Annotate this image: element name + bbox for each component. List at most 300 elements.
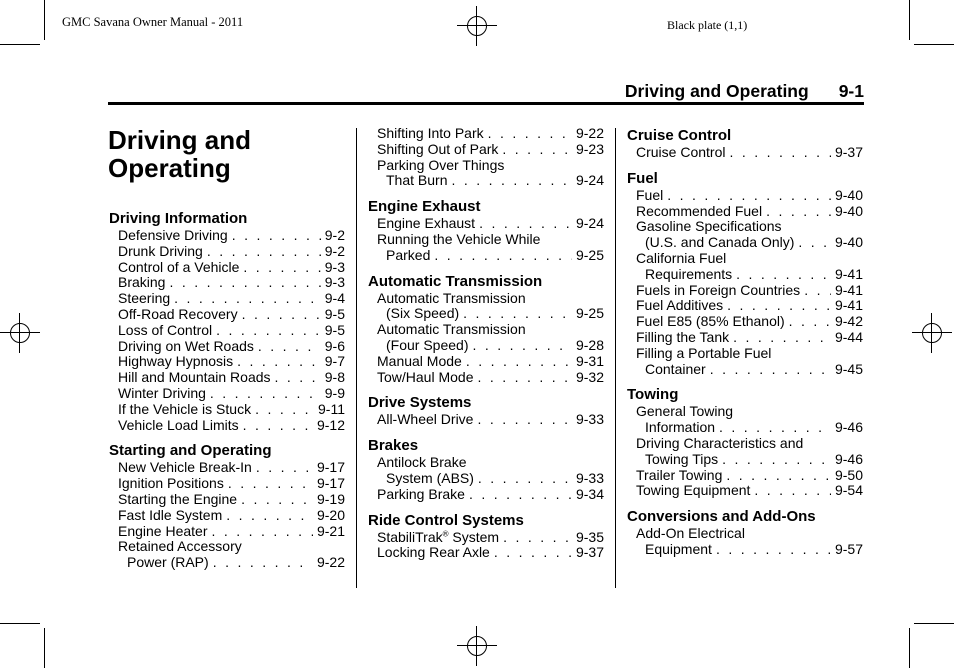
- dot-leader: [798, 235, 831, 251]
- toc-entry-text: Fast Idle System: [118, 507, 223, 523]
- toc-entry-line[interactable]: Driving Characteristics and: [636, 435, 804, 451]
- toc-section: [368, 126, 604, 189]
- toc-entry[interactable]: [109, 260, 345, 276]
- registration-mark-top: [457, 6, 497, 46]
- toc-entry-title: [645, 235, 794, 251]
- toc-entry-title: [118, 370, 271, 386]
- toc-entry[interactable]: [109, 476, 345, 492]
- toc-entry[interactable]: [368, 545, 604, 561]
- toc-entry-title: [386, 248, 430, 264]
- toc-entry-title: [636, 188, 663, 204]
- toc-entry-text: Drunk Driving: [118, 243, 203, 259]
- toc-entry-title: [386, 471, 474, 487]
- dot-leader: [719, 420, 831, 436]
- toc-entry-text: Manual Mode: [377, 353, 462, 369]
- toc-entry-text: If the Vehicle is Stuck: [118, 401, 252, 417]
- toc-entry[interactable]: [368, 173, 604, 189]
- toc-entry[interactable]: [368, 530, 604, 546]
- toc-entry-title: [645, 267, 732, 283]
- toc-entry[interactable]: [109, 323, 345, 339]
- page-number: 9-9: [324, 385, 345, 401]
- toc-entry-title: [377, 487, 465, 503]
- toc-entry[interactable]: [368, 354, 604, 370]
- toc-entry-title: [636, 483, 750, 499]
- dot-leader: [275, 370, 321, 386]
- section-heading[interactable]: Brakes: [368, 437, 419, 455]
- toc-entry-line[interactable]: Automatic Transmission: [377, 290, 526, 306]
- page-number: 9-28: [575, 337, 604, 353]
- toc-section: [368, 273, 604, 386]
- dot-leader: [463, 306, 572, 322]
- page-number: 9-7: [324, 354, 345, 370]
- dot-leader: [256, 460, 313, 476]
- crop-mark: [914, 44, 954, 45]
- page-number: 9-41: [834, 266, 863, 282]
- toc-entry[interactable]: [109, 370, 345, 386]
- toc-entry-line[interactable]: Retained Accessory: [118, 539, 242, 555]
- toc-entry[interactable]: [109, 291, 345, 307]
- page-number: 9-5: [324, 306, 345, 322]
- toc-section: [627, 170, 863, 378]
- page-number: 9-33: [575, 412, 604, 428]
- toc-entry[interactable]: [368, 487, 604, 503]
- section-heading[interactable]: Conversions and Add-Ons: [627, 508, 816, 526]
- section-heading[interactable]: Automatic Transmission: [368, 272, 543, 290]
- toc-entry-text: Tow/Haul Mode: [377, 369, 474, 385]
- toc-entry-text: Fuel Additives: [636, 298, 724, 314]
- toc-entry[interactable]: [627, 283, 863, 299]
- page-number: 9-50: [834, 467, 863, 483]
- page-number: 9-19: [316, 491, 345, 507]
- dot-leader: [766, 204, 831, 220]
- page-number: 9-40: [834, 187, 863, 203]
- toc-column-1: [109, 210, 345, 580]
- toc-entry[interactable]: [627, 235, 863, 251]
- toc-entry[interactable]: [627, 298, 863, 314]
- toc-entry-title: [118, 260, 239, 276]
- section-heading[interactable]: Driving Information: [109, 210, 248, 227]
- dot-leader: [729, 145, 830, 161]
- toc-entry-text: Equipment: [645, 541, 712, 557]
- page-number: 9-54: [834, 483, 863, 499]
- toc-entry[interactable]: [109, 492, 345, 508]
- toc-entry-title: [636, 298, 723, 314]
- dot-leader: [258, 339, 321, 355]
- dot-leader: [243, 260, 320, 276]
- toc-entry-text: Ignition Positions: [118, 476, 224, 492]
- toc-entry-text: Trailer Towing: [636, 467, 723, 483]
- toc-section: [368, 394, 604, 428]
- page-number: 9-35: [575, 529, 604, 545]
- manual-name: GMC Savana Owner Manual - 2011: [62, 15, 244, 29]
- dot-leader: [242, 307, 321, 323]
- toc-entry-text: Parked: [386, 247, 431, 263]
- dot-leader: [754, 483, 831, 499]
- dot-leader: [469, 487, 572, 503]
- toc-entry-title: [118, 307, 238, 323]
- toc-entry-title: [645, 542, 712, 558]
- chapter-title-line: Driving and: [108, 125, 252, 155]
- toc-entry-text: Loss of Control: [118, 322, 213, 338]
- toc-entry-title: [118, 386, 206, 402]
- registered-mark: ®: [442, 529, 449, 538]
- toc-section: [368, 437, 604, 502]
- crop-mark: [914, 623, 954, 624]
- toc-entry[interactable]: [109, 228, 345, 244]
- toc-entry-title: [118, 492, 237, 508]
- toc-entry-text: Container: [645, 361, 706, 377]
- chapter-title: [108, 126, 251, 182]
- toc-entry-text: Vehicle Load Limits: [118, 417, 239, 433]
- page-number: 9-12: [316, 417, 345, 433]
- page-number: 9-17: [316, 476, 345, 492]
- page-number: 9-4: [324, 291, 345, 307]
- toc-entry-text: Control of a Vehicle: [118, 259, 240, 275]
- toc-entry-title: [118, 354, 233, 370]
- toc-entry-title: [118, 476, 224, 492]
- toc-entry-line[interactable]: Antilock Brake: [377, 455, 467, 471]
- toc-entry-title: [636, 204, 762, 220]
- toc-entry-text: Towing Equipment: [636, 483, 751, 499]
- dot-leader: [207, 244, 321, 260]
- page-number: 9-40: [834, 203, 863, 219]
- toc-entry[interactable]: [627, 188, 863, 204]
- dot-leader: [212, 524, 313, 540]
- plate-label: Black plate (1,1): [667, 18, 748, 32]
- toc-entry-title: [377, 545, 490, 561]
- toc-entry-title: [636, 330, 729, 346]
- toc-entry-text: Defensive Driving: [118, 228, 228, 243]
- toc-entry-title: [377, 412, 473, 428]
- page-number: 9-57: [834, 541, 863, 557]
- page-number: 9-44: [834, 329, 863, 345]
- toc-entry-title: [636, 314, 785, 330]
- toc-entry-line[interactable]: Filling a Portable Fuel: [636, 345, 772, 361]
- toc-entry-text: Information: [645, 420, 716, 436]
- toc-entry-text: Winter Driving: [118, 385, 206, 401]
- toc-entry-line[interactable]: Running the Vehicle While: [377, 231, 541, 247]
- registration-mark-bottom: [457, 626, 497, 666]
- page-number: 9-21: [316, 523, 345, 539]
- toc-entry-title: [118, 508, 222, 524]
- page-number: 9-41: [834, 298, 863, 314]
- dot-leader: [710, 362, 831, 378]
- dot-leader: [478, 471, 572, 487]
- toc-entry-text: (Six Speed): [386, 306, 460, 322]
- page-number: 9-8: [324, 370, 345, 386]
- dot-leader: [466, 354, 572, 370]
- toc-entry-title: [377, 354, 462, 370]
- toc-entry-text: Filling the Tank: [636, 329, 730, 345]
- toc-entry[interactable]: [109, 524, 345, 540]
- dot-leader: [736, 267, 831, 283]
- section-heading[interactable]: Towing: [627, 386, 679, 404]
- toc-entry-title: [118, 228, 228, 244]
- dot-leader: [733, 330, 831, 346]
- toc-entry[interactable]: [109, 555, 345, 571]
- toc-entry[interactable]: [627, 204, 863, 220]
- toc-entry-title: [127, 555, 209, 571]
- chapter-title-line: Operating: [108, 153, 231, 183]
- dot-leader: [241, 492, 313, 508]
- toc-section: [627, 127, 863, 161]
- header-page-number: 9-1: [838, 81, 864, 101]
- dot-leader: [478, 370, 572, 386]
- page-number: 9-32: [575, 369, 604, 385]
- toc-entry-title: [636, 283, 800, 299]
- dot-leader: [210, 386, 321, 402]
- section-heading[interactable]: Starting and Operating: [109, 442, 272, 460]
- crop-mark: [44, 628, 45, 668]
- toc-entry-title: [636, 468, 722, 484]
- page-number: 9-2: [324, 243, 345, 259]
- toc-entry-line[interactable]: Parking Over Things: [377, 157, 505, 173]
- section-heading[interactable]: Fuel: [627, 169, 658, 187]
- crop-mark: [0, 44, 40, 45]
- dot-leader: [727, 298, 831, 314]
- toc-section: [109, 210, 345, 433]
- column-divider: [615, 128, 616, 588]
- toc-entry-text: New Vehicle Break-In: [118, 460, 252, 476]
- page-number: 9-25: [575, 306, 604, 322]
- toc-entry[interactable]: [627, 468, 863, 484]
- toc-entry-text: All-Wheel Drive: [377, 412, 474, 428]
- toc-entry-title: [118, 524, 208, 540]
- page-number: 9-24: [575, 216, 604, 232]
- toc-column-2: [368, 126, 604, 570]
- toc-entry-title: [386, 173, 447, 189]
- toc-column-3: [627, 127, 863, 567]
- toc-entry-text: Towing Tips: [645, 451, 719, 467]
- header-rule: [108, 102, 864, 105]
- toc-entry[interactable]: [627, 452, 863, 468]
- registration-mark-left: [0, 313, 40, 353]
- toc-entry-text: Shifting Into Park: [377, 126, 484, 141]
- toc-entry-title: [645, 452, 718, 468]
- page-number: 9-2: [324, 228, 345, 243]
- toc-entry-text: System (ABS): [386, 470, 474, 486]
- toc-entry-line[interactable]: Add-On Electrical: [636, 526, 745, 542]
- toc-entry[interactable]: [109, 307, 345, 323]
- dot-leader: [169, 275, 320, 291]
- toc-entry-title: [377, 216, 475, 232]
- dot-leader: [228, 476, 313, 492]
- toc-entry[interactable]: [627, 145, 863, 161]
- toc-entry[interactable]: [368, 370, 604, 386]
- dot-leader: [502, 142, 572, 158]
- toc-entry[interactable]: [627, 267, 863, 283]
- toc-entry[interactable]: [627, 314, 863, 330]
- toc-entry[interactable]: [368, 338, 604, 354]
- toc-entry-text: Off-Road Recovery: [118, 306, 238, 322]
- toc-entry[interactable]: [109, 275, 345, 291]
- toc-entry-title: [377, 370, 474, 386]
- page-number: 9-46: [834, 451, 863, 467]
- dot-leader: [237, 354, 321, 370]
- toc-section: [368, 198, 604, 263]
- page-number: 9-5: [324, 322, 345, 338]
- toc-section: [627, 508, 863, 558]
- header-section: Driving and Operating: [624, 81, 809, 101]
- crop-mark: [909, 628, 910, 668]
- page-number: 9-24: [575, 173, 604, 189]
- dot-leader: [243, 418, 313, 434]
- toc-entry-title: [118, 323, 212, 339]
- dot-leader: [477, 412, 572, 428]
- toc-entry-text: Engine Heater: [118, 523, 208, 539]
- toc-entry-text: Steering: [118, 291, 171, 307]
- toc-entry[interactable]: [627, 483, 863, 499]
- page-number: 9-3: [324, 275, 345, 291]
- dot-leader: [232, 228, 321, 244]
- toc-entry[interactable]: [109, 508, 345, 524]
- toc-entry-text: That Burn: [386, 173, 448, 189]
- toc-entry-title: [118, 460, 252, 476]
- section-heading[interactable]: Drive Systems: [368, 394, 472, 412]
- toc-entry-title: [386, 338, 468, 354]
- page-number: 9-37: [834, 145, 863, 160]
- toc-entry-text: Cruise Control: [636, 145, 726, 160]
- toc-entry-text: Recommended Fuel: [636, 203, 763, 219]
- toc-section: [109, 442, 345, 571]
- toc-entry-title: [386, 306, 459, 322]
- toc-entry[interactable]: [368, 471, 604, 487]
- registration-mark-right: [912, 313, 952, 353]
- section-heading[interactable]: Cruise Control: [627, 127, 732, 144]
- column-divider: [356, 128, 357, 588]
- page-number: 9-20: [316, 507, 345, 523]
- dot-leader: [488, 126, 572, 142]
- dot-leader: [479, 216, 572, 232]
- dot-leader: [716, 542, 831, 558]
- page-number: 9-17: [316, 460, 345, 476]
- toc-entry-line[interactable]: Automatic Transmission: [377, 322, 526, 338]
- toc-entry-title: [118, 339, 254, 355]
- toc-entry-suffix: System: [448, 529, 500, 545]
- toc-entry[interactable]: [368, 126, 604, 142]
- toc-entry-line[interactable]: California Fuel: [636, 250, 727, 266]
- toc-entry-title: [118, 402, 251, 418]
- section-heading[interactable]: Ride Control Systems: [368, 511, 524, 529]
- dot-leader: [451, 173, 571, 189]
- toc-entry-title: [377, 530, 499, 546]
- dot-leader: [789, 314, 831, 330]
- toc-entry[interactable]: [368, 248, 604, 264]
- toc-entry[interactable]: [109, 402, 345, 418]
- toc-entry-text: Hill and Mountain Roads: [118, 370, 271, 386]
- page-number: 9-6: [324, 338, 345, 354]
- toc-entry-text: Braking: [118, 275, 166, 291]
- toc-entry-text: Engine Exhaust: [377, 216, 476, 232]
- toc-entry[interactable]: [109, 418, 345, 434]
- toc-entry-line[interactable]: General Towing: [636, 404, 734, 420]
- page-number: 9-42: [834, 314, 863, 330]
- toc-entry-text: StabiliTrak: [377, 529, 443, 545]
- toc-entry[interactable]: [627, 542, 863, 558]
- dot-leader: [472, 338, 571, 354]
- dot-leader: [726, 468, 831, 484]
- toc-entry-title: [645, 362, 706, 378]
- page-number: 9-31: [575, 353, 604, 369]
- dot-leader: [494, 545, 572, 561]
- dot-leader: [667, 188, 831, 204]
- toc-section: [368, 512, 604, 562]
- crop-mark: [44, 0, 45, 40]
- toc-entry[interactable]: [627, 420, 863, 436]
- page-number: 9-45: [834, 361, 863, 377]
- toc-entry[interactable]: [109, 244, 345, 260]
- section-heading[interactable]: Engine Exhaust: [368, 198, 481, 216]
- toc-entry[interactable]: [627, 362, 863, 378]
- toc-entry-title: [118, 418, 239, 434]
- toc-entry-text: Shifting Out of Park: [377, 141, 499, 157]
- page-number: 9-37: [575, 545, 604, 561]
- toc-entry-text: (Four Speed): [386, 337, 469, 353]
- toc-entry-text: Requirements: [645, 266, 733, 282]
- toc-entry[interactable]: [368, 142, 604, 158]
- page-number: 9-34: [575, 486, 604, 502]
- toc-entry-line[interactable]: Gasoline Specifications: [636, 219, 782, 235]
- toc-entry[interactable]: [627, 330, 863, 346]
- toc-entry[interactable]: [368, 306, 604, 322]
- page-number: 9-33: [575, 470, 604, 486]
- page-number: 9-41: [834, 282, 863, 298]
- dot-leader: [804, 283, 831, 299]
- toc-entry[interactable]: [368, 216, 604, 232]
- dot-leader: [216, 323, 321, 339]
- dot-leader: [174, 291, 321, 307]
- toc-entry-title: [636, 145, 725, 161]
- toc-entry-title: [377, 126, 484, 142]
- toc-entry-text: Fuels in Foreign Countries: [636, 282, 801, 298]
- running-header: [625, 81, 864, 102]
- toc-entry-text: Driving on Wet Roads: [118, 338, 254, 354]
- toc-entry-text: Power (RAP): [127, 555, 209, 571]
- toc-entry[interactable]: [109, 354, 345, 370]
- toc-entry-title: [377, 142, 498, 158]
- toc-entry-title: [118, 244, 203, 260]
- page-number: 9-22: [575, 126, 604, 141]
- toc-entry-title: [645, 420, 715, 436]
- dot-leader: [213, 555, 313, 571]
- page-number: 9-22: [316, 555, 345, 571]
- toc-entry[interactable]: [368, 412, 604, 428]
- toc-section: [627, 386, 863, 499]
- page-number: 9-46: [834, 420, 863, 436]
- toc-entry[interactable]: [109, 460, 345, 476]
- toc-entry-title: [118, 275, 165, 291]
- toc-entry-text: Fuel E85 (85% Ethanol): [636, 314, 785, 330]
- page-number: 9-11: [318, 401, 345, 417]
- crop-mark: [909, 0, 910, 40]
- page-number: 9-40: [834, 235, 863, 251]
- dot-leader: [722, 452, 831, 468]
- dot-leader: [226, 508, 313, 524]
- dot-leader: [503, 530, 572, 546]
- page-number: 9-3: [324, 259, 345, 275]
- toc-entry-text: Starting the Engine: [118, 491, 238, 507]
- dot-leader: [434, 248, 572, 264]
- page-number: 9-25: [575, 247, 604, 263]
- toc-entry-text: Fuel: [636, 187, 664, 203]
- dot-leader: [255, 402, 314, 418]
- toc-entry-text: Highway Hypnosis: [118, 354, 234, 370]
- toc-entry-text: Locking Rear Axle: [377, 545, 490, 561]
- crop-mark: [0, 623, 40, 624]
- toc-entry[interactable]: [109, 339, 345, 355]
- toc-entry[interactable]: [109, 386, 345, 402]
- page-number: 9-23: [575, 141, 604, 157]
